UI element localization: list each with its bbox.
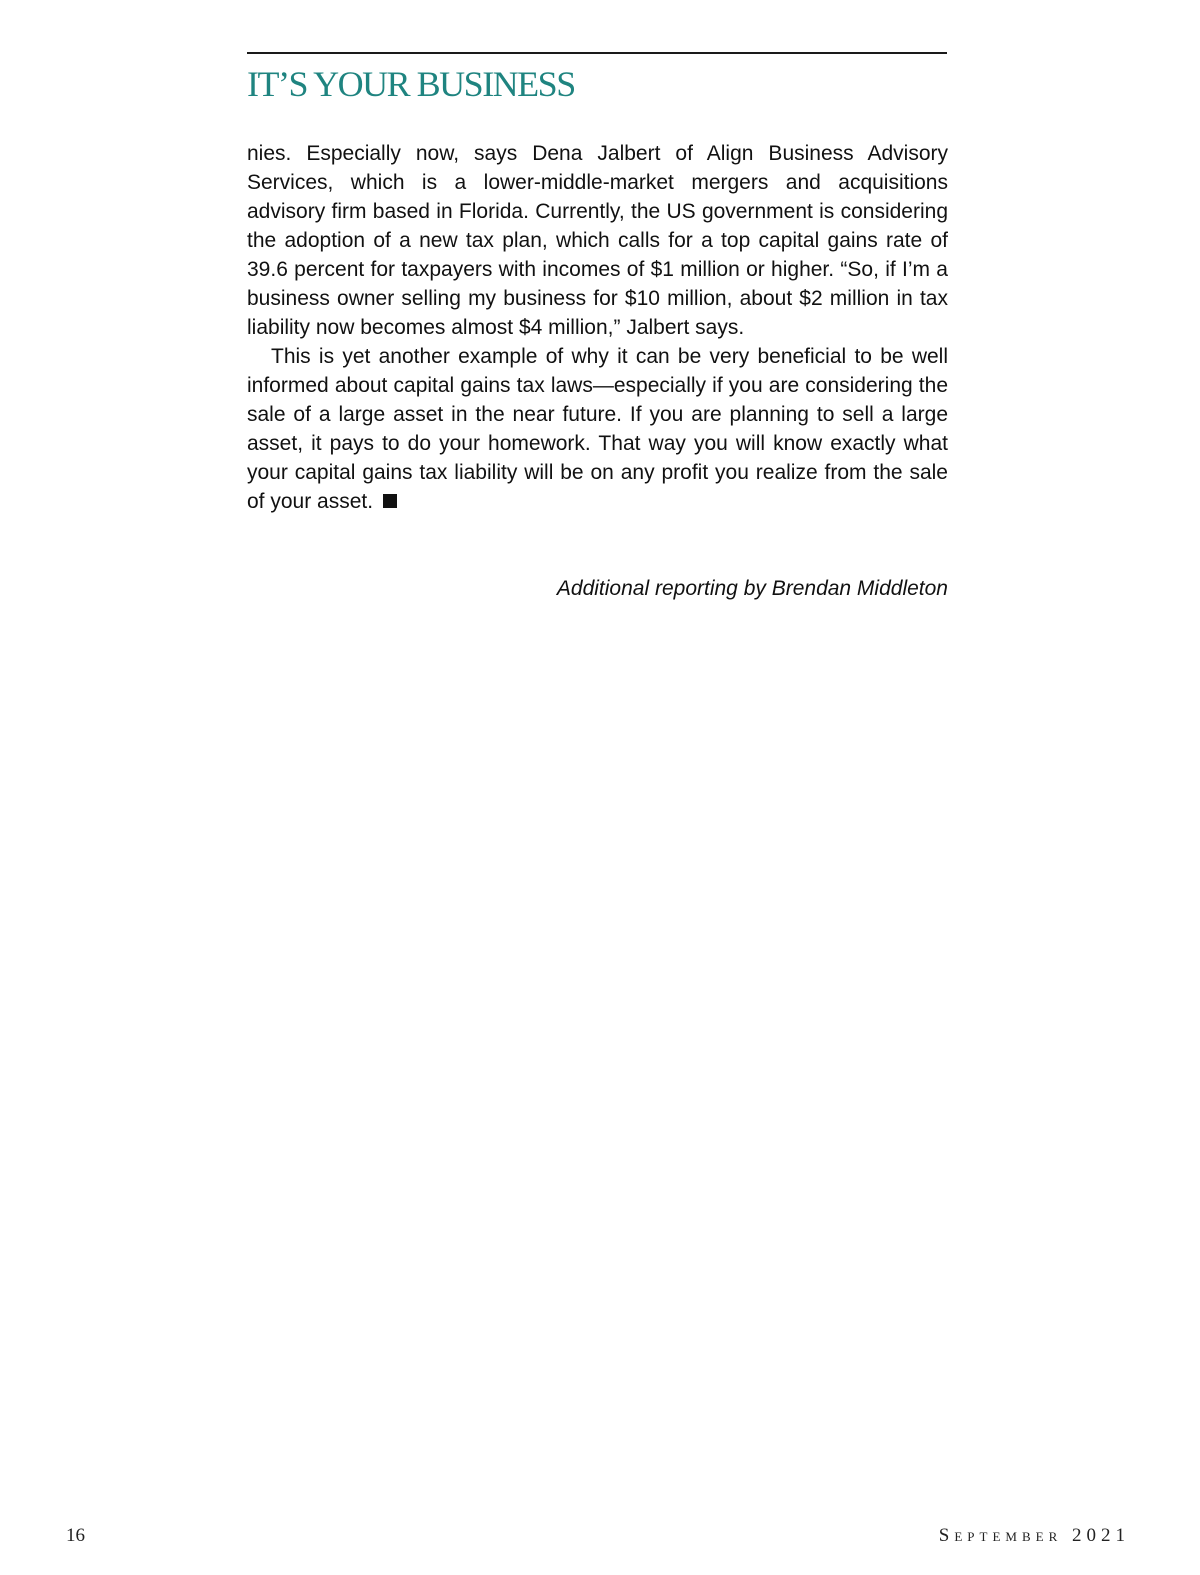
issue-date: September 2021 xyxy=(938,1525,1130,1546)
article-credit: Additional reporting by Brendan Middleton xyxy=(556,577,948,600)
paragraph-text: nies. Especially now, says Dena Jalbert of Align Business Advisory Services, which is a lower-middle-market mergers and acquisitions advisory firm based in Florida. Currently, the US government is considering the adoption of a new tax plan, which calls for a top capital gains rate of 39.6 percent for taxpayers with incomes of $1 million or higher. “So, if I’m a business owner selling my business for $10 million, about $2 million in tax liability now becomes almost $4 million,” Jalbert says. xyxy=(247,142,948,339)
section-title: IT’S YOUR BUSINESS xyxy=(247,64,575,104)
paragraph-text: This is yet another example of why it can be very beneficial to be well informed about capital gains tax laws—especially if you are considering the sale of a large asset in the near future. If you are planning to sell a large asset, it pays to do your homework. That way you will know exactly what your capital gains tax liability will be on any profit you realize from the sale of your asset. xyxy=(247,345,948,513)
header-rule xyxy=(247,52,947,54)
page-number: 16 xyxy=(66,1525,85,1546)
article-paragraph xyxy=(247,342,948,516)
end-of-article-square-icon xyxy=(383,494,397,508)
article-paragraph xyxy=(247,139,948,342)
article-body xyxy=(247,139,948,516)
